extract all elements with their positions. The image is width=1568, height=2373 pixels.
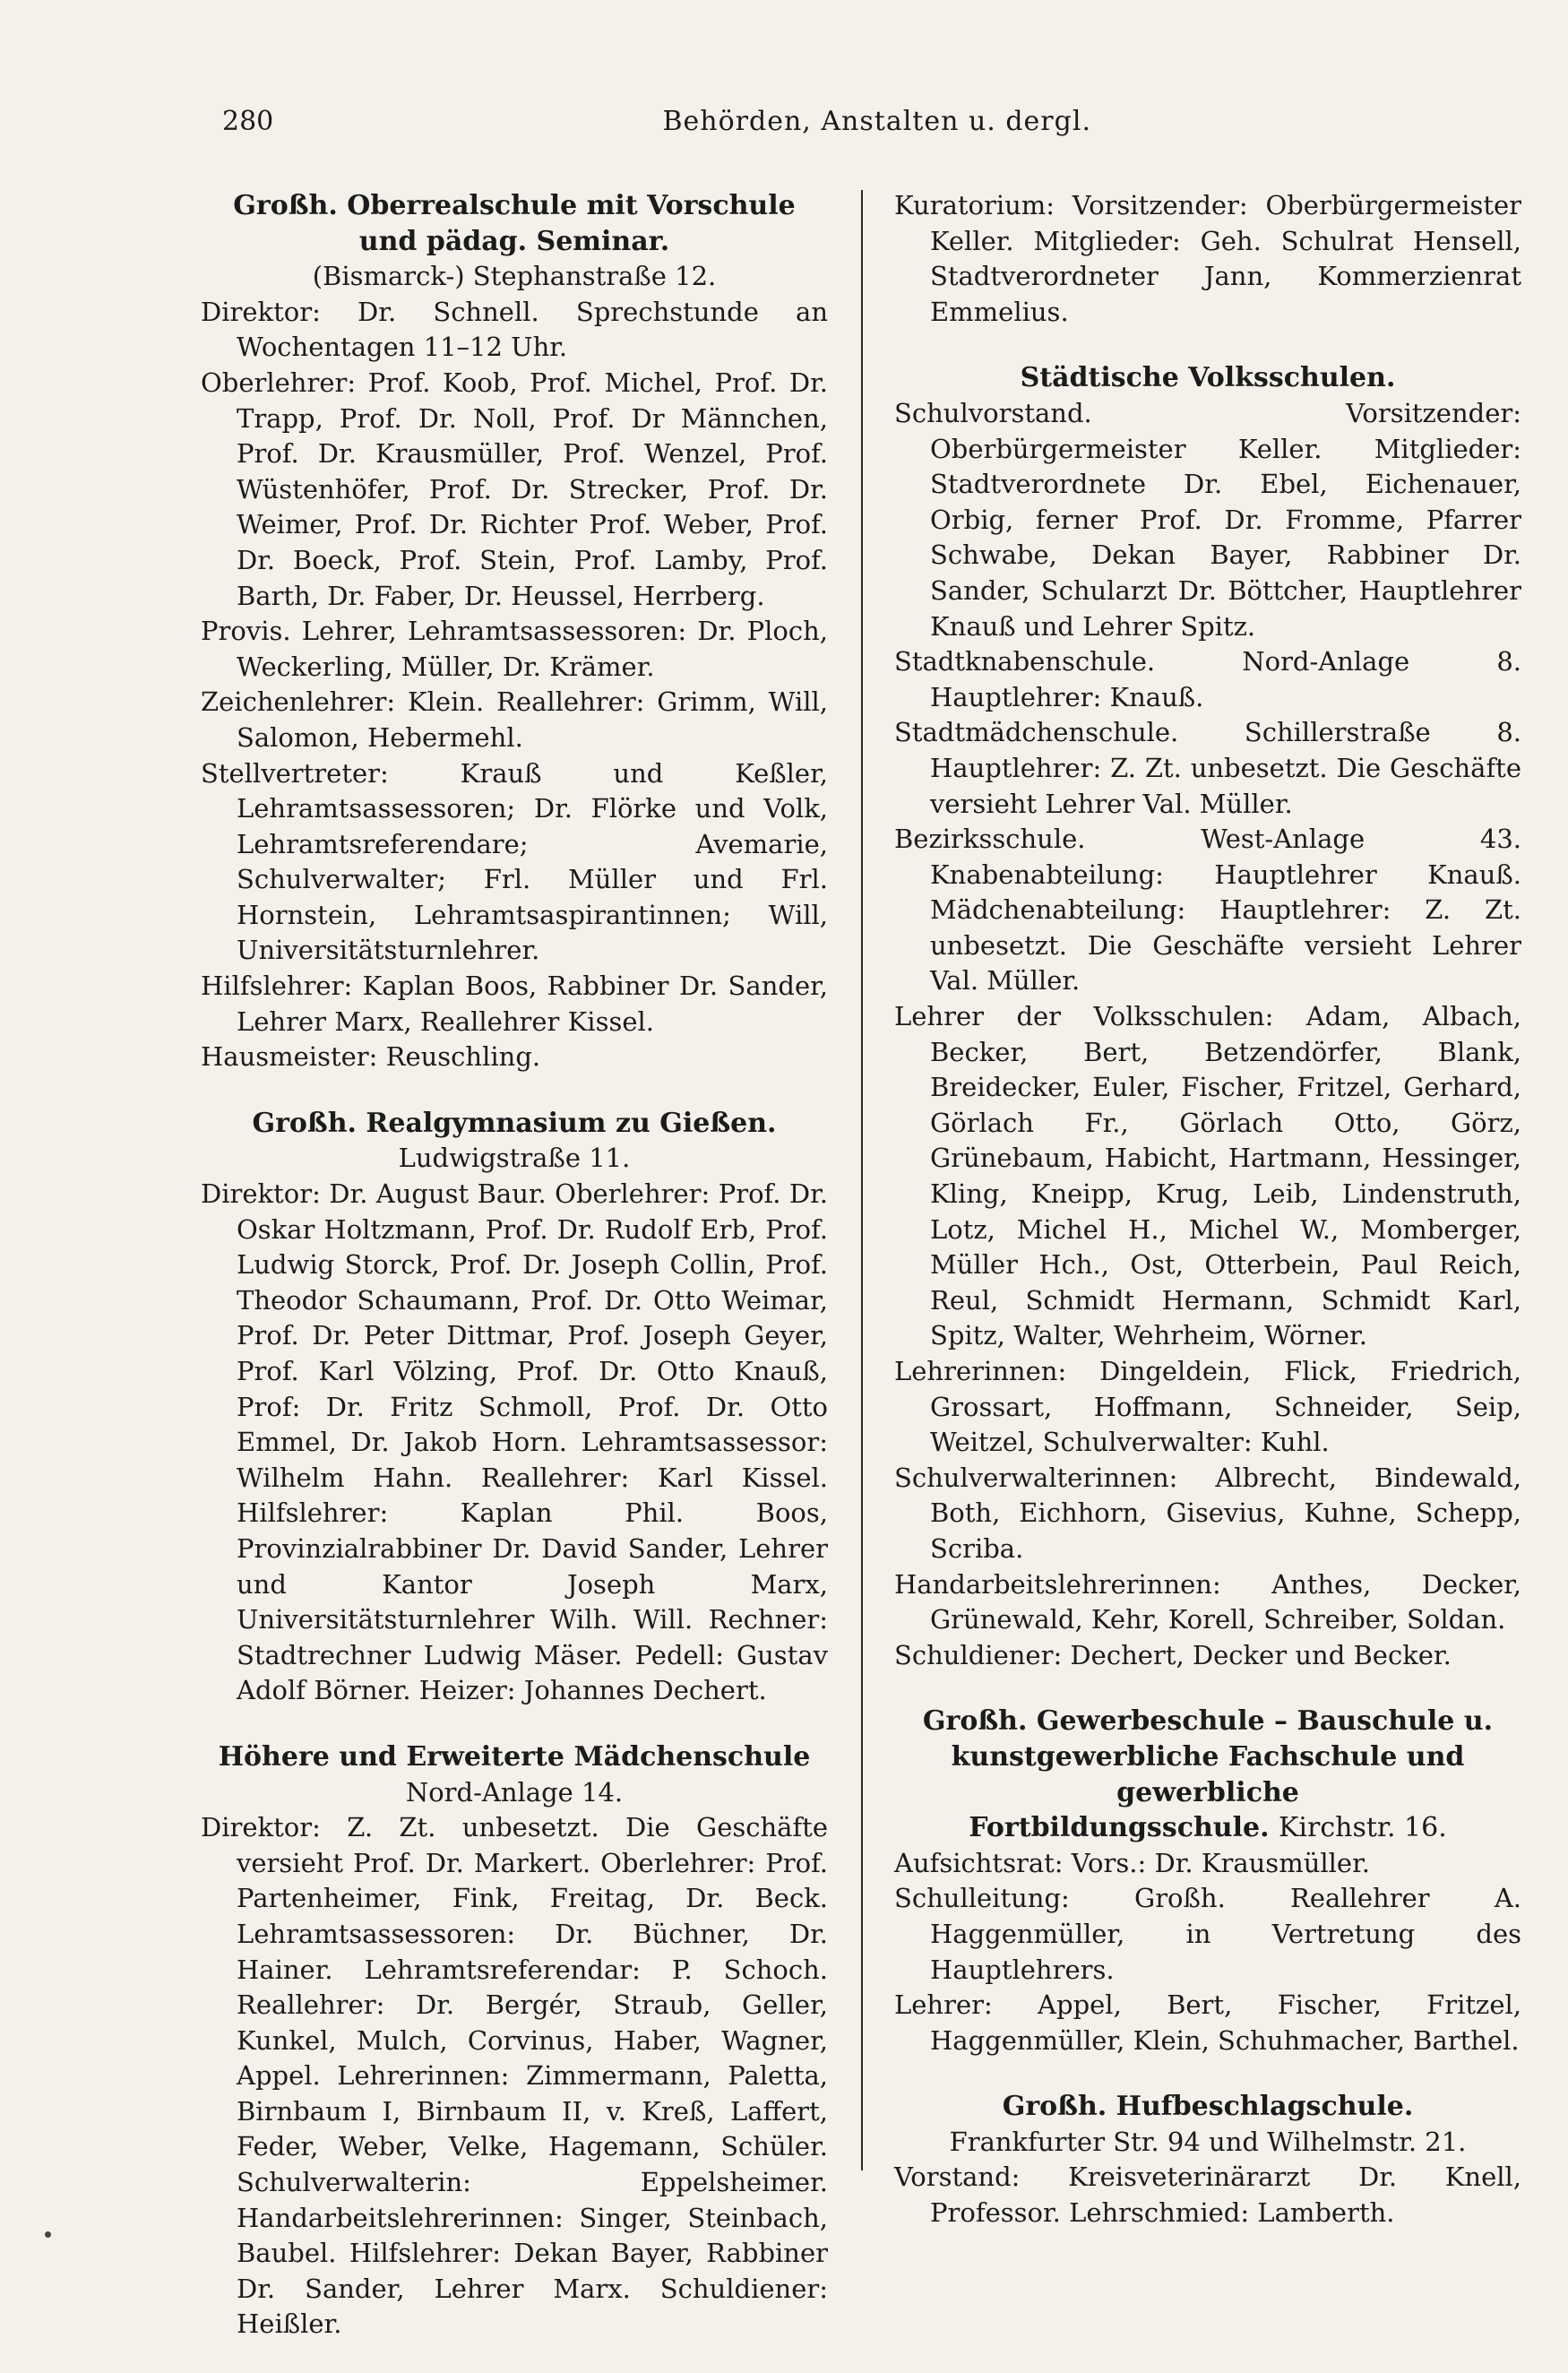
section-title: Städtische Volksschulen. [1020,362,1396,394]
entry-stadtknabenschule: Stadtknabenschule. Nord-Anlage 8. Hauptlehrer: Knauß. [894,646,1521,712]
entry-hilfslehrer: Hilfslehrer: Kaplan Boos, Rabbiner Dr. Sander, Lehrer Marx, Reallehrer Kissel. [201,971,828,1037]
entry-schulverwalterinnen: Schulverwalterinnen: Albrecht, Bindewald, Both, Eichhorn, Gisevius, Kuhne, Schepp, Scriba. [894,1462,1521,1564]
section-address: Frankfurter Str. 94 und Wilhelmstr. 21. [949,2126,1467,2157]
entry-schulleitung: Schulleitung: Großh. Reallehrer A. Haggenmüller, in Vertretung des Hauptlehrers. [894,1883,1521,1985]
section-oberrealschule [201,188,828,1075]
entry-schulvorstand: Schulvorstand. Vorsitzender: Oberbürgermeister Keller. Mitglieder: Stadtverordnete Dr. Ebel, Eichenauer, Orbig, ferner Prof. Dr. Fromme, Pfarrer Schwabe, Dekan Bayer, Rabbiner Dr. Sander, Schularzt Dr. Böttcher, Hauptlehrer Knauß und Lehrer Spitz. [894,397,1521,642]
section-title: Großh. Gewerbeschule – Bauschule u. kunstgewerbliche Fachschule und gewerbliche [922,1705,1494,1808]
entry-bezirksschule: Bezirksschule. West-Anlage 43. Knabenabteilung: Hauptlehrer Knauß. Mädchenabteilung: Hauptlehrer: Z. Zt. unbesetzt. Die Geschäfte versieht Lehrer Val. Müller. [894,824,1521,997]
section-title: Großh. Oberrealschule mit Vorschule [233,190,796,221]
section-gewerbeschule [894,1704,1521,2058]
page-header [222,106,1091,151]
column-divider [861,190,863,2170]
right-column [894,188,1521,2262]
entry-handarbeitslehrerinnen: Handarbeitslehrerinnen: Anthes, Decker, Grünewald, Kehr, Korell, Schreiber, Soldan. [894,1568,1521,1635]
left-column [201,188,828,2373]
section-title: Großh. Realgymnasium zu Gießen. [252,1107,777,1139]
section-title: Großh. Hufbeschlagschule. [1002,2091,1414,2123]
entry-provis-lehrer: Provis. Lehrer, Lehramtsassessoren: Dr. Ploch, Weckerling, Müller, Dr. Krämer. [201,616,828,682]
entry-kuratorium: Kuratorium: Vorsitzender: Oberbürgermeister Keller. Mitglieder: Geh. Schulrat Hensell, Stadtverordneter Jann, Kommerzienrat Emmelius. [894,190,1521,327]
section-title: Höhere und Erweiterte Mädchenschule [218,1740,811,1773]
section-title-line [894,1810,1521,1846]
section-maedchenschule [201,1739,828,2343]
section-address: (Bismarck-) Stephanstraße 12. [312,261,717,292]
section-title: und pädag. Seminar. [358,225,670,257]
entry-schuldiener: Schuldiener: Dechert, Decker und Becker. [894,1639,1452,1670]
section-address: Kirchstr. 16. [1278,1812,1447,1844]
section-title: Fortbildungsschule. [969,1812,1270,1844]
section-hufbeschlagschule [894,2089,1521,2231]
entry-lehrer: Lehrer: Appel, Bert, Fischer, Fritzel, Haggenmüller, Klein, Schuhmacher, Barthel. [894,1989,1521,2056]
section-kuratorium [894,188,1521,330]
entry-lehrer: Lehrer der Volksschulen: Adam, Albach, Becker, Bert, Betzendörfer, Blank, Breidecker, Euler, Fischer, Fritzel, Gerhard, Görlach Fr., Görlach Otto, Görz, Grünebaum, Habicht, Hartmann, Hessinger, Kling, Kneipp, Krug, Leib, Lindenstruth, Lotz, Michel H., Michel W., Momberger, Müller Hch., Ost, Otterbein, Paul Reich, Reul, Schmidt Hermann, Schmidt Karl, Spitz, Walter, Wehrheim, Wörner. [894,1001,1521,1351]
entry-aufsichtsrat: Aufsichtsrat: Vors.: Dr. Krausmüller. [894,1847,1370,1878]
entry-vorstand: Vorstand: Kreisveterinärarzt Dr. Knell, Professor. Lehrschmied: Lamberth. [894,2162,1521,2229]
entry-zeichenlehrer: Zeichenlehrer: Klein. Reallehrer: Grimm, Will, Salomon, Hebermehl. [201,686,828,753]
page-number: 280 [222,106,274,137]
entry-hausmeister: Hausmeister: Reuschling. [201,1041,541,1073]
entry-lehrerinnen: Lehrerinnen: Dingeldein, Flick, Friedrich, Grossart, Hoffmann, Schneider, Seip, Weitzel, Schulverwalter: Kuhl. [894,1356,1521,1458]
entry-staff: Direktor: Dr. August Baur. Oberlehrer: Prof. Dr. Oskar Holtzmann, Prof. Dr. Rudolf Erb, Prof. Ludwig Storck, Prof. Dr. Joseph Collin, Prof. Theodor Schaumann, Prof. Dr. Otto Weimar, Prof. Dr. Peter Dittmar, Prof. Joseph Geyer, Prof. Karl Völzing, Prof. Dr. Otto Knauß, Prof: Dr. Fritz Schmoll, Prof. Dr. Otto Emmel, Dr. Jakob Horn. Lehramtsassessor: Wilhelm Hahn. Reallehrer: Karl Kissel. Hilfslehrer: Kaplan Phil. Boos, Provinzialrabbiner Dr. David Sander, Lehrer und Kantor Joseph Marx, Universitätsturnlehrer Wilh. Will. Rechner: Stadtrechner Ludwig Mäser. Pedell: Gustav Adolf Börner. Heizer: Johannes Dechert. [201,1178,828,1706]
entry-staff: Direktor: Z. Zt. unbesetzt. Die Geschäfte versieht Prof. Dr. Markert. Oberlehrer: Prof. Partenheimer, Fink, Freitag, Dr. Beck. Lehramtsassessoren: Dr. Büchner, Dr. Hainer. Lehramtsreferendar: P. Schoch. Reallehrer: Dr. Bergér, Straub, Geller, Kunkel, Mulch, Corvinus, Haber, Wagner, Appel. Lehrerinnen: Zimmermann, Paletta, Birnbaum I, Birnbaum II, v. Kreß, Laffert, Feder, Weber, Velke, Hagemann, Schüler. Schulverwalterin: Eppelsheimer. Handarbeitslehrerinnen: Singer, Steinbach, Baubel. Hilfslehrer: Dekan Bayer, Rabbiner Dr. Sander, Lehrer Marx. Schuldiener: Heißler. [201,1812,828,2340]
section-address: Ludwigstraße 11. [398,1143,631,1174]
ink-speck [45,2231,51,2238]
entry-stellvertreter: Stellvertreter: Krauß und Keßler, Lehramtsassessoren; Dr. Flörke und Volk, Lehramtsreferendare; Avemarie, Schulverwalter; Frl. Müller und Frl. Hornstein, Lehramtsaspirantinnen; Will, Universitätsturnlehrer. [201,757,828,966]
running-head: Behörden, Anstalten u. dergl. [662,106,1091,137]
entry-direktor: Direktor: Dr. Schnell. Sprechstunde an Wochentagen 11–12 Uhr. [201,296,828,363]
entry-oberlehrer: Oberlehrer: Prof. Koob, Prof. Michel, Prof. Dr. Trapp, Prof. Dr. Noll, Prof. Dr Männchen, Prof. Dr. Krausmüller, Prof. Wenzel, Prof. Wüstenhöfer, Prof. Dr. Strecker, Prof. Dr. Weimer, Prof. Dr. Richter Prof. Weber, Prof. Dr. Boeck, Prof. Stein, Prof. Lamby, Prof. Barth, Dr. Faber, Dr. Heussel, Herrberg. [201,367,828,611]
section-volksschulen [894,360,1521,1673]
entry-stadtmaedchenschule: Stadtmädchenschule. Schillerstraße 8. Hauptlehrer: Z. Zt. unbesetzt. Die Geschäfte versieht Lehrer Val. Müller. [894,717,1521,819]
section-address: Nord-Anlage 14. [405,1776,624,1808]
section-realgymnasium [201,1106,828,1709]
